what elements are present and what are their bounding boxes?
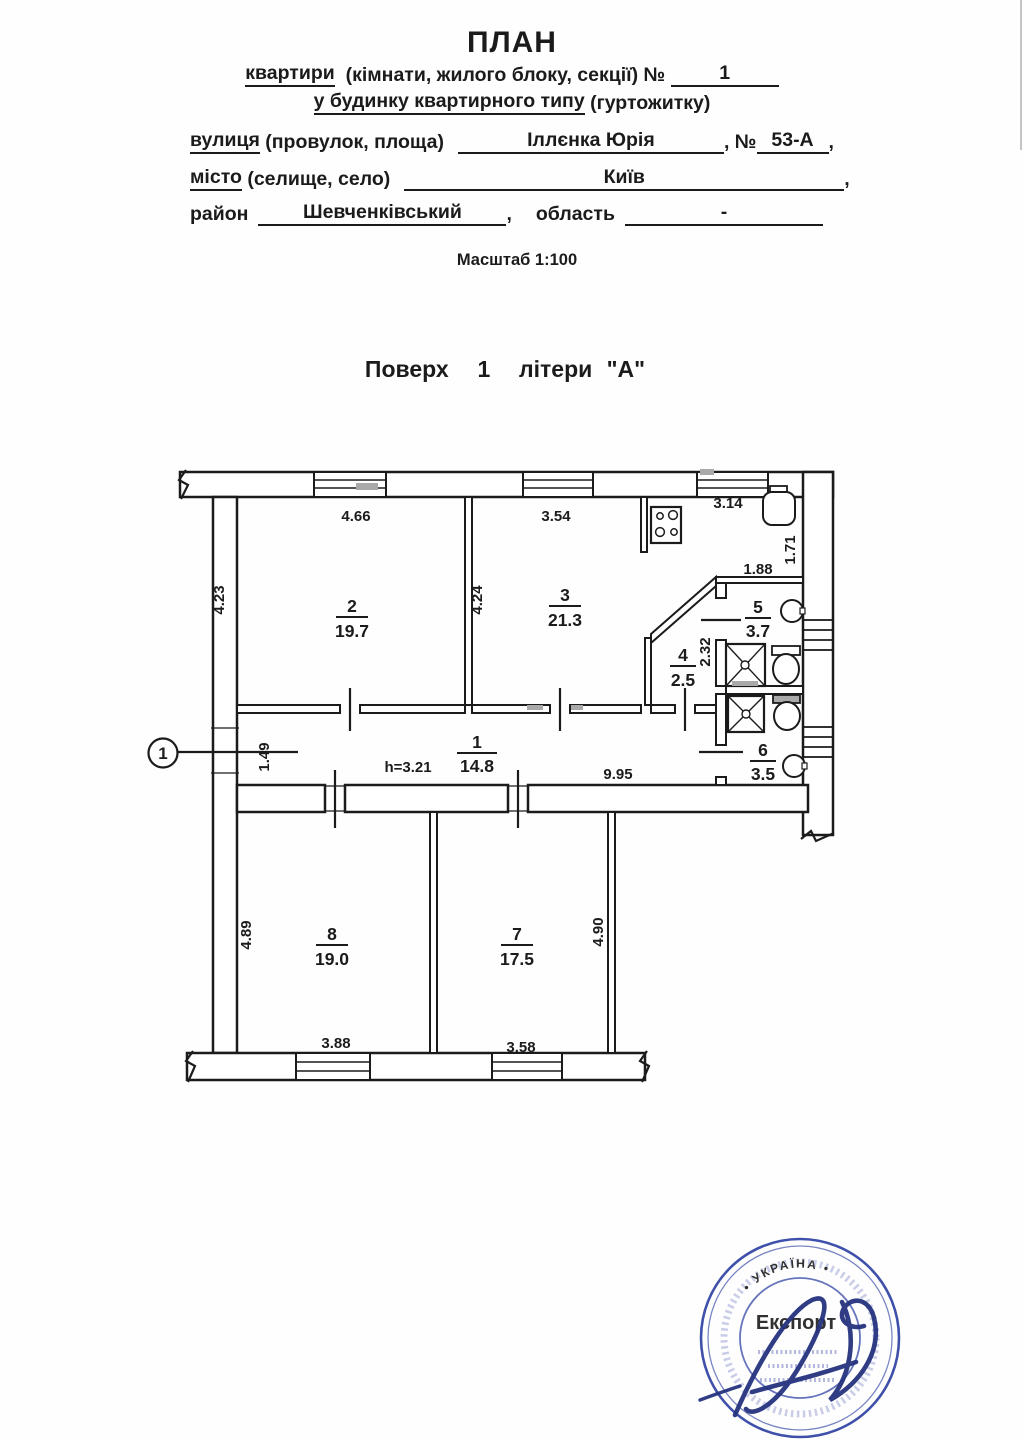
- street-value: Іллєнка Юрія: [458, 129, 724, 154]
- toilet-5: [772, 646, 800, 684]
- inner-walls: [237, 497, 803, 1053]
- dim-bottom-room7: 3.58: [506, 1039, 536, 1056]
- dimension-labels: [211, 495, 799, 1056]
- closet-left-wall: [645, 638, 651, 705]
- dim-closet-height: 2.32: [697, 637, 714, 667]
- corridor-top-wall-a: [237, 705, 340, 713]
- svg-text:2: 2: [347, 596, 357, 616]
- dim-right-room7: 4.90: [590, 917, 607, 947]
- svg-text:6: 6: [758, 740, 768, 760]
- wall-room8-room7: [430, 812, 437, 1053]
- window-kitchen: [697, 472, 768, 497]
- room-label-3: [548, 585, 582, 630]
- corridor-top-wall-f: [695, 705, 716, 713]
- dim-bath-width: 1.88: [743, 561, 773, 578]
- corridor-bottom-wall-a: [237, 785, 325, 812]
- svg-text:3.7: 3.7: [745, 621, 771, 641]
- bathroom5-fixtures: [726, 600, 805, 686]
- window-room8: [296, 1053, 370, 1080]
- district-label: район: [190, 203, 249, 225]
- district-value: Шевченківський: [258, 201, 506, 226]
- toilet-6: [773, 695, 800, 730]
- window-room3: [523, 472, 593, 497]
- round-stamp: [701, 1239, 899, 1437]
- left-wall: [213, 497, 237, 1053]
- shower-5: [726, 644, 765, 686]
- windows: [296, 472, 771, 1080]
- svg-text:2.5: 2.5: [670, 670, 696, 690]
- building-type-rest: (гуртожитку): [584, 92, 711, 114]
- dim-right-kitchen: 1.71: [782, 535, 799, 565]
- dim-corridor-left: 1.49: [256, 742, 273, 772]
- corridor-bottom-wall-b: [345, 785, 508, 812]
- city-label-word: місто: [190, 166, 242, 191]
- svg-text:1: 1: [472, 732, 482, 752]
- bath-block-wall-b: [716, 640, 726, 686]
- wall-break-marks: [179, 470, 834, 1082]
- svg-text:7: 7: [512, 924, 522, 944]
- city-label-rest: (селище, село): [241, 168, 391, 190]
- building-type-underlined: у будинку квартирного типу: [314, 90, 585, 115]
- room-label-7: [500, 924, 534, 969]
- svg-text:3: 3: [560, 585, 570, 605]
- floor-title-text: Поверх 1 літери "А": [364, 356, 646, 382]
- right-wall: [803, 472, 833, 835]
- svg-text:14.8: 14.8: [459, 756, 495, 776]
- svg-text:4: 4: [678, 645, 688, 665]
- ceiling-height-note: h=3.21: [384, 759, 432, 776]
- svg-text:21.3: 21.3: [547, 610, 583, 630]
- svg-text:17.5: 17.5: [499, 949, 535, 969]
- closet-diagonal-wall: [651, 577, 716, 643]
- window-room7: [492, 1053, 562, 1080]
- corridor-top-wall-e: [651, 705, 675, 713]
- room-label-5: [745, 597, 771, 641]
- room-label-8: [315, 924, 349, 969]
- svg-text:19.7: 19.7: [334, 621, 370, 641]
- stamp-center-text: Експорт: [755, 1312, 837, 1334]
- corridor-top-wall-b: [360, 705, 465, 713]
- apartment-number-value: 1: [671, 62, 779, 87]
- bath-block-wall-a: [716, 583, 726, 598]
- dim-corridor-length: 9.95: [603, 766, 633, 783]
- scale-text: Масштаб 1:100: [456, 251, 578, 269]
- bath5-bath6-wall: [726, 686, 803, 694]
- section-marker: [149, 739, 178, 768]
- svg-text:8: 8: [327, 924, 337, 944]
- svg-text:3.5: 3.5: [750, 764, 776, 784]
- dim-top-kitchen: 3.14: [713, 495, 743, 512]
- dim-bottom-room8: 3.88: [321, 1035, 351, 1052]
- svg-text:5: 5: [753, 597, 763, 617]
- kitchen-stove: [651, 507, 681, 543]
- dim-top-room3: 3.54: [541, 508, 571, 525]
- street-tail-comma: ,: [828, 131, 834, 153]
- region-value: -: [625, 201, 823, 226]
- dim-mid-room3: 4.24: [469, 585, 486, 615]
- washbasin-6-tap: [802, 763, 807, 769]
- city-value: Київ: [404, 166, 844, 191]
- svg-text:19.0: 19.0: [314, 949, 350, 969]
- street-label-rest: (провулок, площа): [259, 131, 444, 153]
- dim-left-room2: 4.23: [211, 585, 228, 615]
- title-text: ПЛАН: [467, 26, 557, 59]
- city-tail-comma: ,: [844, 168, 850, 190]
- room7-right-wall: [608, 812, 615, 1053]
- district-tail-comma: ,: [506, 203, 512, 225]
- corridor-bottom-wall-c: [528, 785, 808, 812]
- shower-6: [728, 696, 764, 732]
- street-number-value: 53-А: [757, 129, 829, 154]
- section-marker-number: 1: [158, 744, 168, 763]
- room-label-6: [750, 740, 776, 784]
- outer-walls: [180, 472, 833, 1080]
- dim-left-room8: 4.89: [238, 920, 255, 950]
- street-number-label: , №: [723, 131, 757, 153]
- subtitle-line1-rest: (кімнати, жилого блоку, секції) №: [334, 64, 671, 86]
- bottom-wall: [187, 1053, 645, 1080]
- subtitle-apartment-word: квартири: [245, 62, 334, 87]
- washbasin-5-tap: [800, 608, 805, 614]
- stamp-country-text: • УКРАЇНА •: [739, 1256, 833, 1294]
- room-label-2: [335, 596, 369, 641]
- bath-block-wall-d: [716, 777, 726, 785]
- region-label: область: [535, 203, 615, 225]
- kitchen-stub-wall: [641, 497, 647, 552]
- street-label-word: вулиця: [190, 129, 260, 154]
- bath-block-wall-c: [716, 694, 726, 745]
- room-label-1: [457, 732, 497, 776]
- dim-top-room2: 4.66: [341, 508, 371, 525]
- room-label-4: [670, 645, 696, 690]
